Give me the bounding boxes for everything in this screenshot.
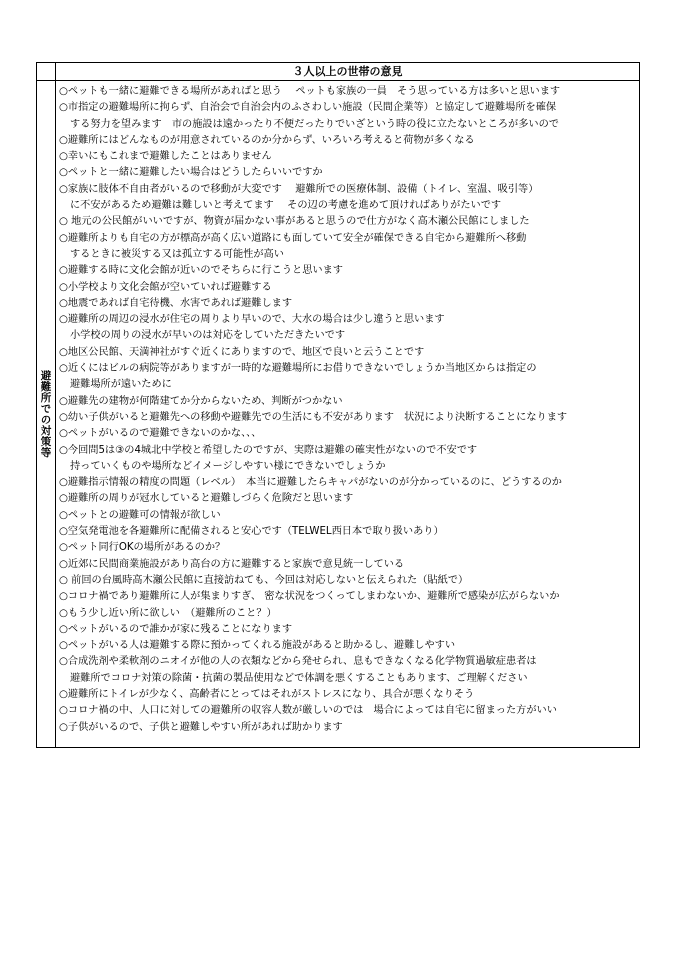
opinion-line-continued: するときに被災する又は孤立する可能性が高い [70, 248, 284, 260]
opinion-line: ○ペットとの避難可の情報が欲しい [59, 509, 221, 521]
opinion-table [36, 62, 640, 748]
opinion-line: ○避難所の周辺の浸水が住宅の周りより早いので、大水の場合は少し違うと思います [59, 314, 445, 326]
opinion-line: ○ペットも一緒に避難できる場所があればと思う ペットも家族の一員 そう思っている方は多いと思います [59, 86, 561, 97]
opinion-line: ○避難する時に文化会館が近いのでそちらに行こうと思います [59, 265, 343, 277]
category-label-cell [37, 81, 55, 747]
category-label: 避難所での対策等 [39, 370, 52, 458]
opinion-line: ○小学校より文化会館が空いていれば避難する [59, 281, 272, 293]
opinion-line: ○ペットがいるので避難できないのかな、、、 [59, 428, 262, 440]
opinion-line: ○地震であれば自宅待機、水害であれば避難します [59, 297, 293, 309]
opinion-line: ○近郊に民間商業施設があり高台の方に避難すると家族で意見統一している [59, 558, 405, 570]
opinion-line-continued: 小学校の周りの浸水が早いのは対応をしていただきたいです [70, 330, 346, 342]
opinion-line: ○子供がいるので、子供と避難しやすい所があれば助かります [59, 721, 343, 733]
opinion-line-continued: に不安があるため避難は難しいと考えてます その辺の考慮を進めて頂ければありがたいです [70, 200, 502, 212]
opinion-line: ○コロナ禍であり避難所に人が集まりすぎ、 密な状況をつくってしまわないか、避難所で感染が広がらないか [59, 591, 560, 603]
opinion-line: ○ 地元の公民館がいいですが、物資が届かない事があると思うので仕方がなく高木瀬公民館にしました [59, 216, 530, 228]
opinion-line-continued: する努力を望みます 市の施設は遠かったり不便だったりでいざという時の役に立たないところが多いので [70, 118, 559, 130]
opinion-line: ○合成洗剤や柔軟剤のニオイが他の人の衣類などから発せられ、息もできなくなる化学物質過敏症患者は [59, 656, 537, 668]
opinion-list [59, 84, 639, 736]
opinion-line-continued: 持っていくものや場所などイメージしやすい様にできないでしょうか [70, 460, 386, 472]
opinion-line: ○コロナ禍の中、人口に対しての避難所の収容人数が厳しいのでは 場合によっては自宅に留まった方がいい [59, 705, 557, 717]
opinion-line: ○家族に肢体不自由者がいるので移動が大変です 避難所での医療体制、設備（トイレ、室温、吸引等） [59, 183, 539, 195]
opinion-line: ○幸いにもこれまで避難したことはありません [59, 151, 272, 163]
opinion-line: ○ペット同行OKの場所があるのか？ [59, 542, 226, 554]
opinion-line: ○ペットがいる人は避難する際に預かってくれる施設があると助かるし、避難しやすい [59, 640, 456, 652]
opinion-line: ○避難指示情報の精度の問題（レベル） 本当に避難したらキャパがないのが分かっているのに、どうするのか [59, 477, 562, 489]
opinion-line: ○避難所よりも自宅の方が標高が高く広い道路にも面していて安全が確保できる自宅から避難所へ移動 [59, 232, 527, 244]
opinion-line: ○もう少し近い所に欲しい （避難所のこと？） [59, 607, 277, 619]
opinion-line: ○幼い子供がいると避難先への移動や避難先での生活にも不安があります 状況により決断することになります [59, 411, 568, 423]
opinion-line-continued: 避難所でコロナ対策の除菌・抗菌の製品使用などで体調を悪くすることもあります、ご理解ください [70, 672, 528, 684]
opinion-line: ○ペットがいるので誰かが家に残ることになります [59, 623, 293, 635]
opinion-line: ○避難所にトイレが少なく、高齢者にとってはそれがストレスになり、具合が悪くなりそう [59, 688, 475, 700]
opinion-line: ○市指定の避難場所に拘らず、自治会で自治会内のふさわしい施設（民間企業等）と協定して避難場所を確保 [59, 102, 557, 114]
opinion-line: ○近くにはビルの病院等がありますが一時的な避難場所にお借りできないでしょうか当地区からは指定の [59, 363, 537, 375]
opinion-line: ○ペットと一緒に避難したい場合はどうしたらいいですか [59, 167, 323, 179]
opinion-line: ○避難所の周りが冠水していると避難しづらく危険だと思います [59, 493, 354, 505]
opinion-line-continued: 避難場所が遠いために [70, 379, 172, 391]
opinion-line: ○ 前回の台風時高木瀬公民館に直接訪ねても、今回は対応しないと伝えられた（貼紙で） [59, 574, 469, 586]
table-header-title: ３人以上の世帯の意見 [292, 65, 403, 78]
opinion-line: ○避難先の建物が何階建てか分からないため、判断がつかない [59, 395, 343, 407]
column-divider [55, 63, 56, 747]
opinion-line: ○地区公民館、天満神社がすぐ近くにありますので、地区で良いと云うことです [59, 346, 425, 358]
opinion-line: ○空気発電池を各避難所に配備されると安心です（TELWEL西日本で取り扱いあり） [59, 526, 444, 538]
opinion-line: ○避難所にはどんなものが用意されているのか分からず、いろいろ考えると荷物が多くなる [59, 134, 475, 146]
opinion-line: ○今回問5は③の4城北中学校と希望したのですが、実際は避難の確実性がないので不安です [59, 444, 478, 456]
